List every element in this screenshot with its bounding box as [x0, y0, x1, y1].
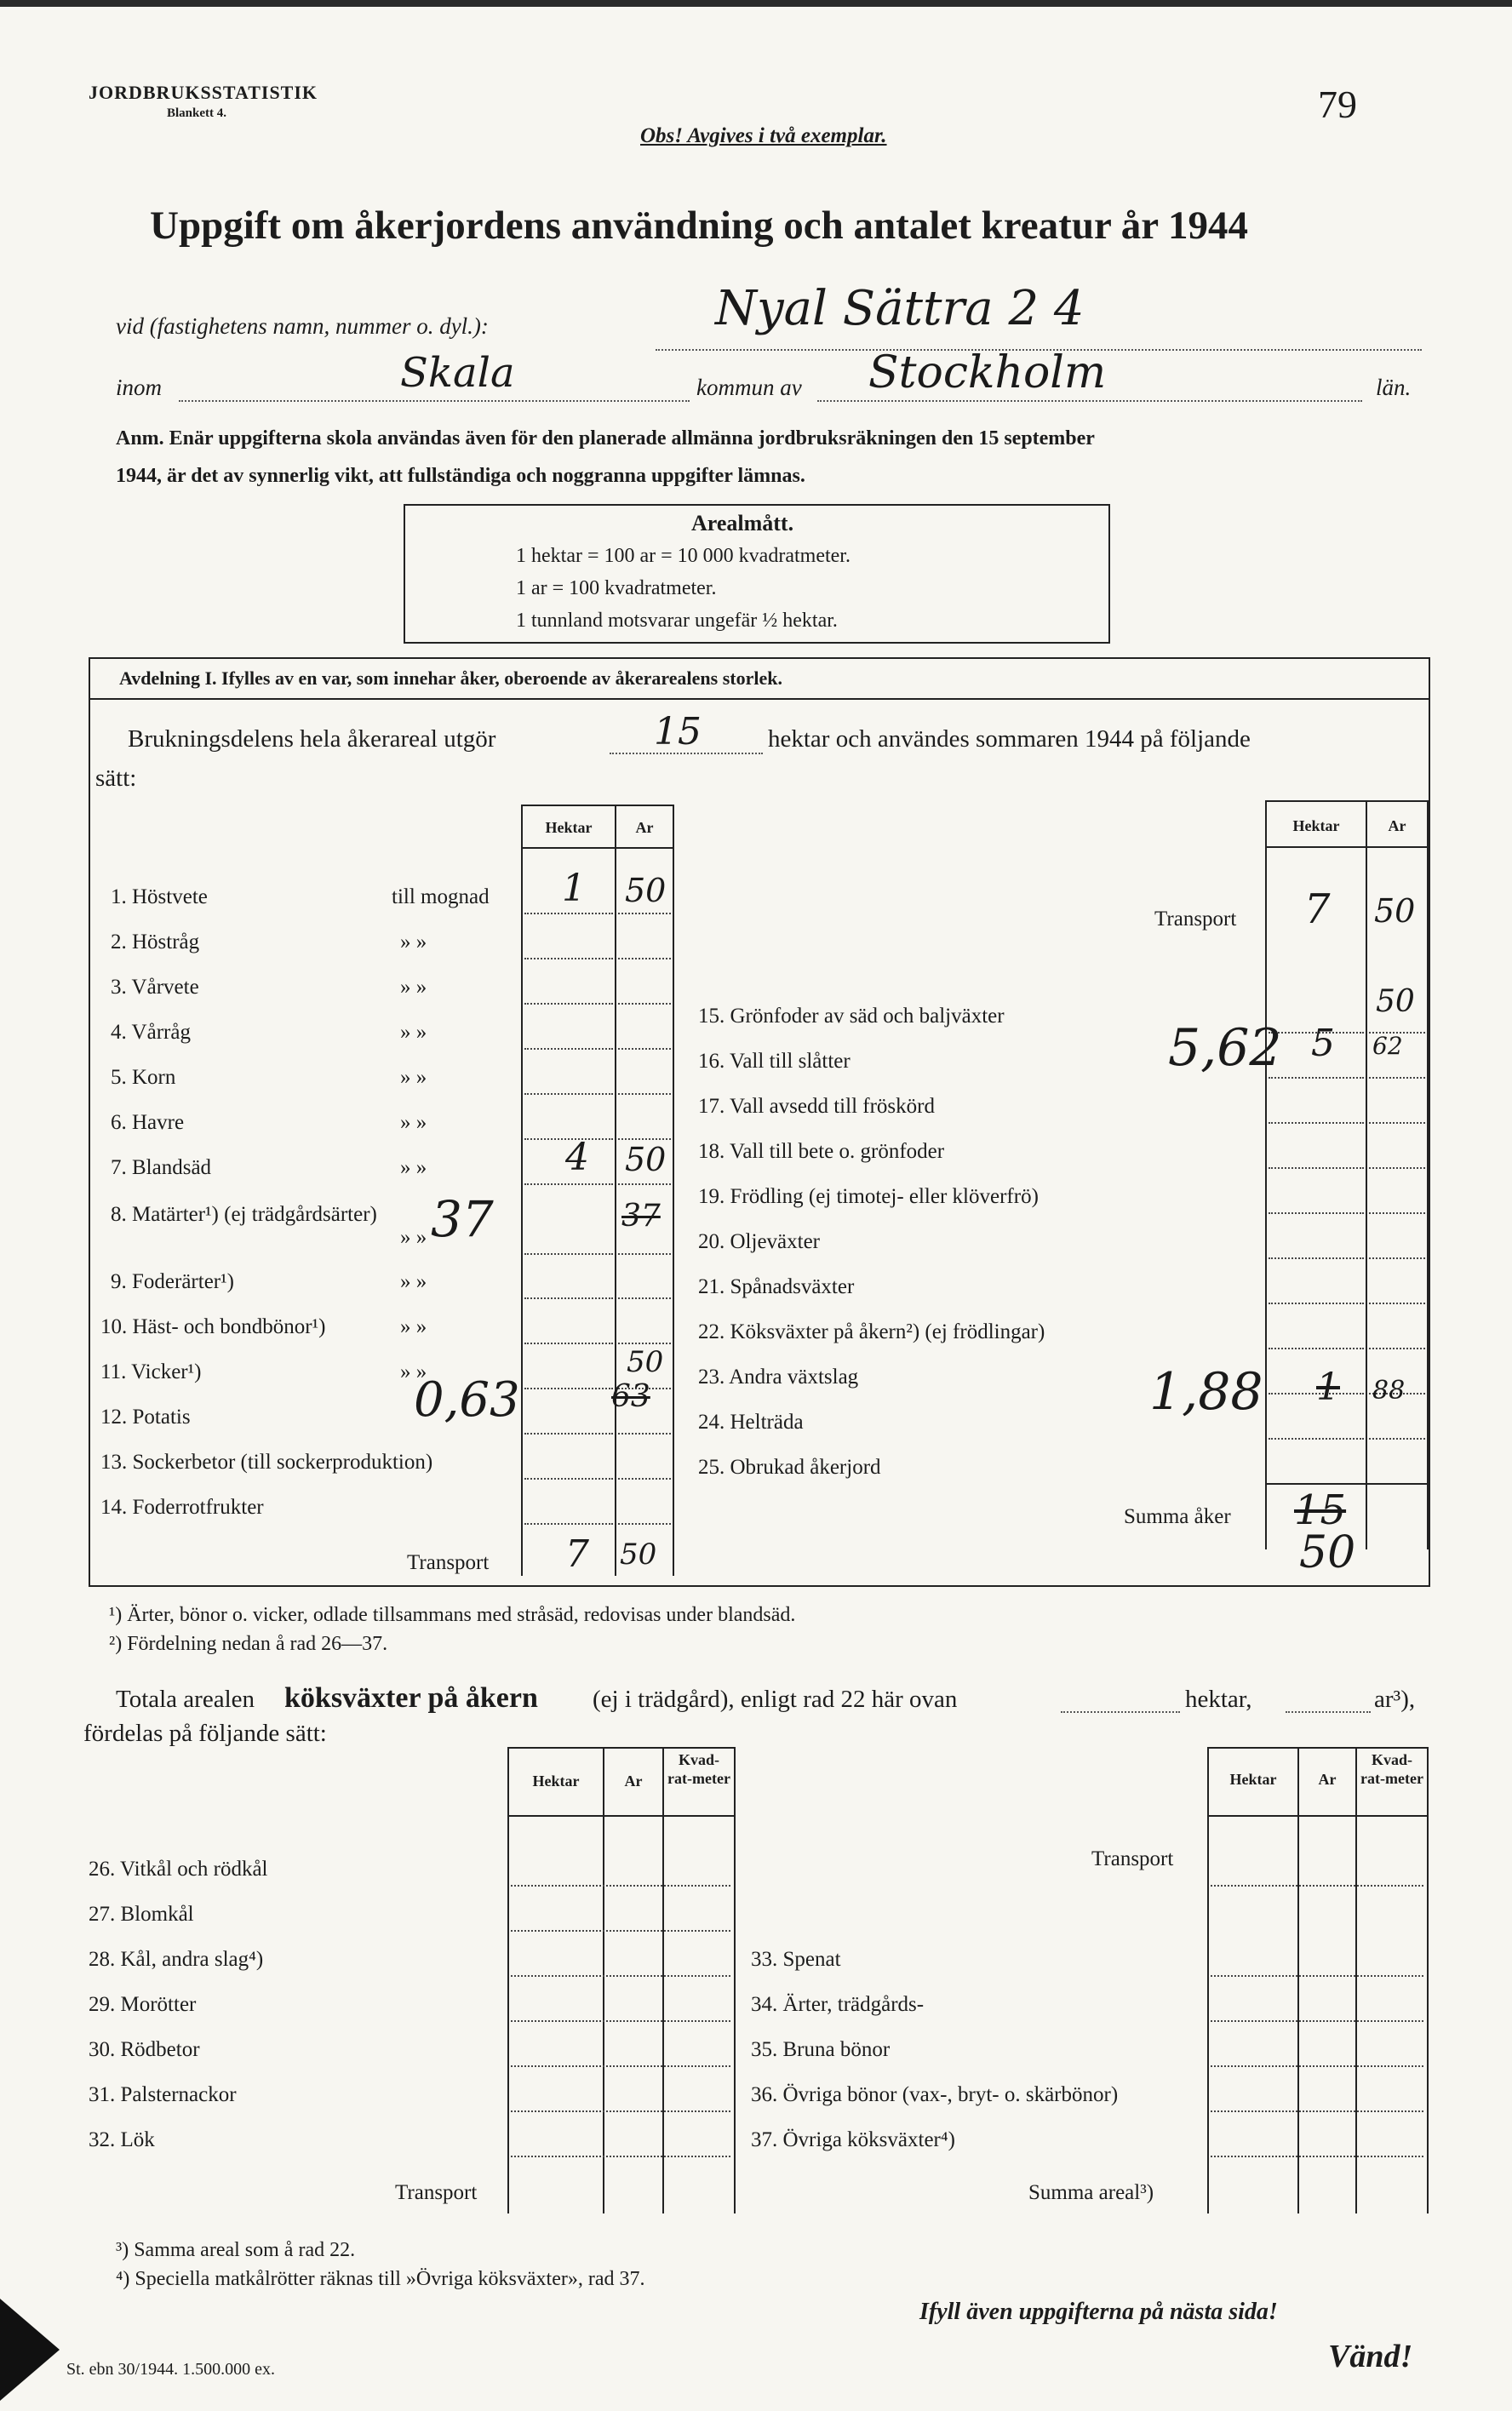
footnote-1: ¹) Ärter, bönor o. vicker, odlade tillsammans med stråsäd, redovisas under blandsäd. [109, 1604, 796, 1626]
row-11-note: » » [400, 1360, 427, 1383]
section1-frame [89, 657, 1430, 1587]
left-col-border-a [521, 805, 523, 1576]
s2-left-line[interactable] [511, 2065, 730, 2067]
arealmatt-title: Arealmått. [691, 511, 794, 535]
row-5-label: 5. Korn [111, 1066, 176, 1089]
print-info: St. ebn 30/1944. 1.500.000 ex. [66, 2360, 275, 2379]
right-transport-ar: 50 [1374, 892, 1416, 930]
left-line[interactable] [524, 1183, 613, 1185]
left-col-top [521, 805, 673, 806]
row-12-label: 12. Potatis [100, 1406, 191, 1429]
obs-note: Obs! Avgives i två exemplar. [640, 124, 887, 147]
row-3-label: 3. Vårvete [111, 976, 199, 999]
right-col-border-b [1366, 800, 1367, 1549]
left-line[interactable] [618, 1343, 671, 1344]
left-line[interactable] [524, 1478, 613, 1480]
row-11-label: 11. Vicker¹) [100, 1360, 202, 1383]
row-9-label: 9. Foderärter¹) [111, 1270, 234, 1293]
left-line[interactable] [618, 1183, 671, 1185]
page-title: Uppgift om åkerjordens användning och antalet kreatur år 1944 [150, 203, 1248, 248]
footnote-2: ²) Fördelning nedan å rad 26—37. [109, 1633, 388, 1655]
row-1-label: 1. Höstvete [111, 885, 208, 908]
s2-left-top [507, 1747, 734, 1749]
left-line[interactable] [618, 913, 671, 914]
row-29-label: 29. Morötter [89, 1993, 197, 2016]
kommun-field-line[interactable] [817, 400, 1362, 402]
summa-rule [1265, 1483, 1427, 1485]
right-line[interactable] [1269, 1348, 1364, 1349]
right-line[interactable] [1269, 1077, 1364, 1079]
left-line[interactable] [618, 1003, 671, 1005]
left-line[interactable] [618, 958, 671, 959]
row-18-label: 18. Vall till bete o. grönfoder [698, 1140, 945, 1163]
right-line[interactable] [1369, 1257, 1425, 1259]
row-13-label: 13. Sockerbetor (till sockerproduktion) [100, 1451, 433, 1474]
summa-aker-label: Summa åker [1124, 1505, 1231, 1528]
section2-hektar-field[interactable] [1061, 1711, 1180, 1713]
section2-intro-f: fördelas på följande sätt: [83, 1720, 327, 1747]
left-line[interactable] [524, 1297, 613, 1299]
s2-left-line[interactable] [511, 2156, 730, 2157]
section2-intro-b: köksväxter på åkern [284, 1682, 538, 1714]
s2-right-col-d [1427, 1747, 1429, 2213]
s2-left-hdr-rule [507, 1815, 734, 1817]
left-line[interactable] [618, 1478, 671, 1480]
row-2-label: 2. Höstråg [111, 931, 200, 954]
row-19-label: 19. Frödling (ej timotej- eller klöverfrö) [698, 1185, 1039, 1208]
left-transport-ar: 50 [620, 1538, 657, 1572]
s2-left-col-d [734, 1747, 736, 2213]
s2-right-transport-label: Transport [1091, 1847, 1174, 1870]
s2-left-line[interactable] [511, 2020, 730, 2022]
left-line[interactable] [618, 1523, 671, 1525]
right-col-top [1265, 800, 1427, 802]
s2-right-col-b [1297, 1747, 1299, 2213]
row-15-ar-value: 50 [1376, 984, 1415, 1019]
left-col-hektar-header: Hektar [545, 819, 593, 836]
row-4-label: 4. Vårråg [111, 1021, 191, 1044]
kommun-label: kommun av [696, 375, 802, 400]
left-col-border-c [673, 805, 674, 1576]
row-16-label: 16. Vall till slåtter [698, 1050, 850, 1073]
row-16-hektar-value: 5 [1311, 1022, 1335, 1065]
s2-right-line[interactable] [1211, 1975, 1423, 1977]
s2-right-line[interactable] [1211, 2020, 1423, 2022]
row-37-label: 37. Övriga köksväxter⁴) [751, 2128, 955, 2151]
inom-label: inom [116, 375, 162, 400]
row-7-label: 7. Blandsäd [111, 1156, 212, 1179]
section1-heading-rule [89, 698, 1429, 700]
right-line[interactable] [1369, 1212, 1425, 1214]
right-line[interactable] [1269, 1167, 1364, 1169]
left-line[interactable] [618, 1093, 671, 1095]
row-27-label: 27. Blomkål [89, 1903, 194, 1926]
s2-right-col-a [1207, 1747, 1209, 2213]
left-line[interactable] [618, 1433, 671, 1435]
footnote-4: ⁴) Speciella matkålrötter räknas till »Övriga köksväxter», rad 37. [116, 2268, 645, 2290]
right-col-hektar-header: Hektar [1292, 817, 1340, 834]
s2-left-transport-label: Transport [395, 2181, 478, 2204]
row-10-label: 10. Häst- och bondbönor¹) [100, 1315, 326, 1338]
s2-left-col-c [662, 1747, 664, 2213]
right-col-ar-header: Ar [1388, 817, 1406, 834]
row-5-note: » » [400, 1066, 427, 1089]
s2-summa-label: Summa areal³) [1028, 2181, 1154, 2204]
inom-handwritten-value: Skala [400, 349, 515, 397]
row-6-label: 6. Havre [111, 1111, 185, 1134]
s2-left-kvad-header: Kvad-rat-meter [667, 1751, 730, 1787]
row-35-label: 35. Bruna bönor [751, 2038, 891, 2061]
row-14-label: 14. Foderrotfrukter [100, 1496, 264, 1519]
left-line[interactable] [524, 1048, 613, 1050]
s2-right-line[interactable] [1211, 2065, 1423, 2067]
s2-left-col-a [507, 1747, 509, 2213]
row-2-note: » » [400, 931, 427, 954]
section2-intro-e: ar³), [1374, 1686, 1416, 1713]
row-8-ar-value: 37 [621, 1199, 661, 1234]
right-line[interactable] [1369, 1167, 1425, 1169]
row-23-hektar-value: 1 [1316, 1366, 1340, 1409]
right-line[interactable] [1369, 1348, 1425, 1349]
row-25-label: 25. Obrukad åkerjord [698, 1456, 881, 1479]
row-16-ar-value: 62 [1372, 1032, 1403, 1060]
section2-ar-field[interactable] [1286, 1711, 1371, 1713]
arealmatt-line-3: 1 tunnland motsvarar ungefär ½ hektar. [516, 610, 838, 632]
row-16-margin-value: 5,62 [1168, 1018, 1282, 1078]
left-line[interactable] [524, 1388, 613, 1389]
row-20-label: 20. Oljeväxter [698, 1230, 821, 1253]
row-7-hektar-value: 4 [565, 1136, 589, 1179]
row-26-label: 26. Vitkål och rödkål [89, 1858, 268, 1881]
right-col-border-a [1265, 800, 1267, 1549]
section1-intro-a: Brukningsdelens hela åkerareal utgör [128, 725, 496, 753]
left-transport-hektar: 7 [565, 1532, 589, 1576]
row-7-ar-value: 50 [625, 1141, 667, 1178]
row-17-label: 17. Vall avsedd till fröskörd [698, 1095, 935, 1118]
left-transport-label: Transport [407, 1551, 490, 1574]
section1-intro-b: hektar och användes sommaren 1944 på följande [768, 725, 1251, 753]
right-line[interactable] [1369, 1438, 1425, 1440]
row-1-note: till mognad [392, 885, 490, 908]
row-31-label: 31. Palsternackor [89, 2083, 237, 2106]
right-line[interactable] [1269, 1303, 1364, 1304]
right-transport-hektar: 7 [1304, 885, 1331, 933]
left-line[interactable] [618, 1138, 671, 1140]
arealmatt-line-2: 1 ar = 100 kvadratmeter. [516, 577, 717, 599]
row-1-ar-value: 50 [625, 872, 667, 909]
total-area-handwritten: 15 [654, 710, 702, 753]
anm-line-1: Anm. Enär uppgifterna skola användas även för den planerade allmänna jordbruksräkningen den 15 september [116, 427, 1095, 450]
left-col-ar-header: Ar [635, 819, 654, 836]
s2-right-line[interactable] [1211, 2156, 1423, 2157]
row-8-label: 8. Matärter¹) (ej trädgårdsärter) [111, 1203, 377, 1226]
right-col-border-c [1427, 800, 1429, 1549]
s2-right-top [1207, 1747, 1427, 1749]
s2-right-col-c [1355, 1747, 1357, 2213]
row-24-label: 24. Helträda [698, 1411, 804, 1434]
row-28-label: 28. Kål, andra slag⁴) [89, 1948, 264, 1971]
row-34-label: 34. Ärter, trädgårds- [751, 1993, 925, 2016]
scan-top-border [0, 0, 1512, 7]
left-col-hdr-rule [521, 847, 673, 849]
form-number: Blankett 4. [167, 106, 227, 120]
section2-intro-a: Totala arealen [116, 1686, 255, 1713]
scan-corner-mark [0, 2299, 60, 2401]
left-line[interactable] [618, 1253, 671, 1255]
right-line[interactable] [1369, 1077, 1425, 1079]
inom-field-line[interactable] [179, 400, 690, 402]
footnote-3: ³) Samma areal som å rad 22. [116, 2239, 356, 2261]
arealmatt-line-1: 1 hektar = 100 ar = 10 000 kvadratmeter. [516, 545, 850, 567]
s2-left-line[interactable] [511, 1885, 730, 1887]
s2-right-kvad-header: Kvad-rat-meter [1360, 1751, 1423, 1787]
anm-line-2: 1944, är det av synnerlig vikt, att fullständiga och noggranna uppgifter lämnas. [116, 465, 805, 487]
row-23-label: 23. Andra växtslag [698, 1366, 859, 1389]
s2-left-line[interactable] [511, 1930, 730, 1932]
section1-intro-c: sätt: [95, 765, 137, 792]
row-36-label: 36. Övriga bönor (vax-, bryt- o. skärbönor) [751, 2083, 1119, 2106]
row-6-note: » » [400, 1111, 427, 1134]
row-8-note: » » [400, 1226, 427, 1249]
s2-right-line[interactable] [1211, 2110, 1423, 2112]
left-line[interactable] [524, 1093, 613, 1095]
row-11-ar-value: 50 [627, 1345, 664, 1379]
row-15-label: 15. Grönfoder av säd och baljväxter [698, 1005, 1005, 1028]
vid-label: vid (fastighetens namn, nummer o. dyl.): [116, 313, 489, 339]
s2-left-col-b [603, 1747, 604, 2213]
section2-intro-d: hektar, [1185, 1686, 1252, 1713]
row-12-ar-value: 63 [611, 1379, 650, 1414]
right-line[interactable] [1269, 1122, 1364, 1124]
lan-label: län. [1376, 375, 1412, 400]
left-col-border-b [615, 805, 616, 1576]
turn-over-note: Vänd! [1328, 2339, 1413, 2374]
page-number: 79 [1318, 83, 1357, 126]
left-line[interactable] [524, 913, 613, 914]
s2-right-line[interactable] [1211, 1885, 1423, 1887]
row-23-margin-value: 1,88 [1149, 1362, 1263, 1422]
summa-hektar-value: 15 [1294, 1486, 1347, 1534]
right-transport-label: Transport [1154, 908, 1237, 931]
right-line[interactable] [1369, 1303, 1425, 1304]
row-9-note: » » [400, 1270, 427, 1293]
right-line[interactable] [1369, 1122, 1425, 1124]
row-23-ar-value: 88 [1372, 1376, 1406, 1406]
row-10-note: » » [400, 1315, 427, 1338]
left-line[interactable] [524, 958, 613, 959]
fill-next-page-note: Ifyll även uppgifterna på nästa sida! [919, 2299, 1278, 2325]
row-12-margin-note: 0,63 [414, 1372, 520, 1428]
right-line[interactable] [1269, 1212, 1364, 1214]
right-line[interactable] [1269, 1438, 1364, 1440]
row-22-label: 22. Köksväxter på åkern²) (ej frödlingar) [698, 1320, 1045, 1343]
vid-handwritten-value: Nyal Sättra 2 4 [715, 281, 1085, 336]
s2-left-ar-header: Ar [624, 1772, 643, 1790]
row-1-hektar-value: 1 [562, 867, 586, 910]
s2-right-hektar-header: Hektar [1229, 1771, 1277, 1788]
left-line[interactable] [524, 1003, 613, 1005]
kommun-handwritten-value: Stockholm [868, 347, 1107, 398]
row-3-note: » » [400, 976, 427, 999]
s2-right-hdr-rule [1207, 1815, 1427, 1817]
left-line[interactable] [524, 1523, 613, 1525]
right-col-hdr-rule [1265, 846, 1427, 848]
left-line[interactable] [618, 1297, 671, 1299]
row-32-label: 32. Lök [89, 2128, 155, 2151]
s2-right-ar-header: Ar [1318, 1771, 1337, 1788]
row-4-note: » » [400, 1021, 427, 1044]
org-name: JORDBRUKSSTATISTIK [89, 82, 318, 103]
left-line[interactable] [524, 1253, 613, 1255]
s2-left-line[interactable] [511, 1975, 730, 1977]
row-21-label: 21. Spånadsväxter [698, 1275, 855, 1298]
summa-ar-value: 50 [1299, 1527, 1356, 1578]
left-line[interactable] [524, 1433, 613, 1435]
row-8-margin-note: 37 [431, 1190, 494, 1248]
s2-left-line[interactable] [511, 2110, 730, 2112]
right-line[interactable] [1269, 1257, 1364, 1259]
row-30-label: 30. Rödbetor [89, 2038, 200, 2061]
left-line[interactable] [618, 1048, 671, 1050]
row-7-note: » » [400, 1156, 427, 1179]
section1-heading: Avdelning I. Ifylles av en var, som innehar åker, oberoende av åkerarealens storlek. [119, 667, 782, 689]
s2-left-hektar-header: Hektar [532, 1772, 580, 1790]
section2-intro-c: (ej i trädgård), enligt rad 22 här ovan [593, 1686, 958, 1713]
row-33-label: 33. Spenat [751, 1948, 841, 1971]
left-line[interactable] [524, 1343, 613, 1344]
